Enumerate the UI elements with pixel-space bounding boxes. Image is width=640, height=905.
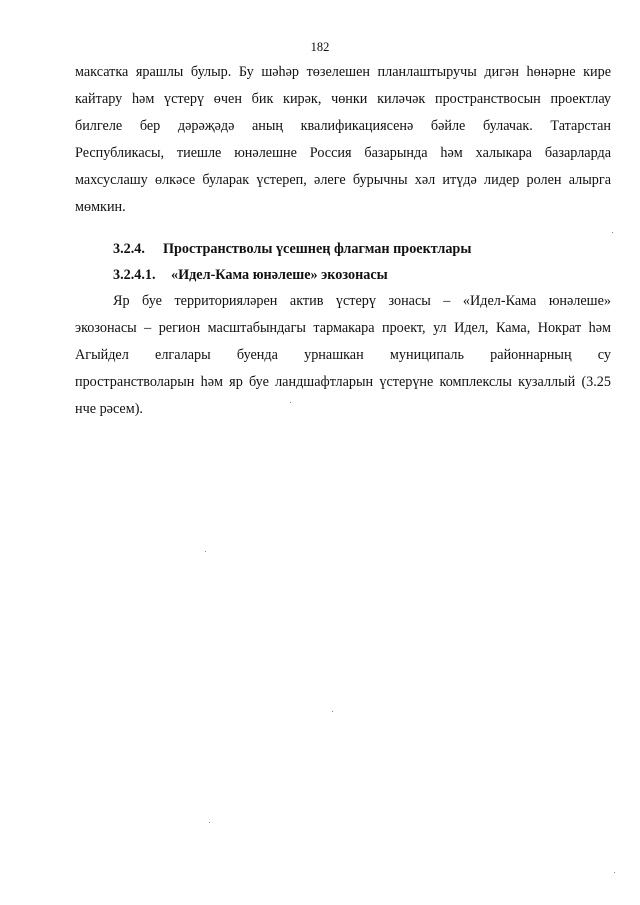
scan-speck — [209, 822, 210, 823]
text-line: нче рәсем). — [75, 401, 143, 417]
text-line: кайтару һәм үстерү өчен бик кирәк, чөнки киләчәк пространствосын проектлау — [75, 91, 611, 107]
section-heading — [113, 237, 471, 261]
text-line: Агыйдел елгалары буенда урнашкан муниципаль районнарның су — [75, 347, 611, 363]
subsection-number: 3.2.4.1. — [113, 267, 156, 283]
text-line: Яр буе территорияләрен актив үстерү зонасы – «Идел-Кама юнәлеше» — [113, 293, 611, 309]
scan-speck — [205, 551, 206, 552]
scan-speck — [290, 402, 291, 403]
section-title: Пространстволы үсешнең флагман проектлары — [163, 241, 472, 257]
subsection-heading — [113, 263, 388, 287]
text-line: мөмкин. — [75, 199, 126, 215]
page-number: 182 — [310, 40, 330, 54]
subsection-title: «Идел-Кама юнәлеше» экозонасы — [171, 267, 388, 283]
scan-speck — [614, 872, 615, 873]
text-line: Республикасы, тиешле юнәлешне Россия базарында һәм халыкара базарларда — [75, 145, 611, 161]
text-line: билгеле бер дәрәҗәдә аның квалификациясенә бәйле булачак. Татарстан — [75, 118, 611, 134]
paragraph-ecozone — [75, 288, 611, 423]
text-line: экозонасы – регион масштабындагы тармакара проект, ул Идел, Кама, Нократ һәм — [75, 320, 611, 336]
text-line: махсуслашу өлкәсе буларак үстереп, әлеге бурычны хәл итүдә лидер ролен алырга — [75, 172, 611, 188]
paragraph-intro — [75, 59, 611, 221]
section-number: 3.2.4. — [113, 241, 145, 257]
text-line: максатка ярашлы булыр. Бу шәһәр төзелешен планлаштыручы дигән һөнәрне кире — [75, 64, 611, 80]
text-line: пространстволарын һәм яр буе ландшафтларын үстерүне комплекслы кузаллый (3.25 — [75, 374, 611, 390]
scan-speck — [332, 711, 333, 712]
scan-speck — [612, 232, 613, 233]
